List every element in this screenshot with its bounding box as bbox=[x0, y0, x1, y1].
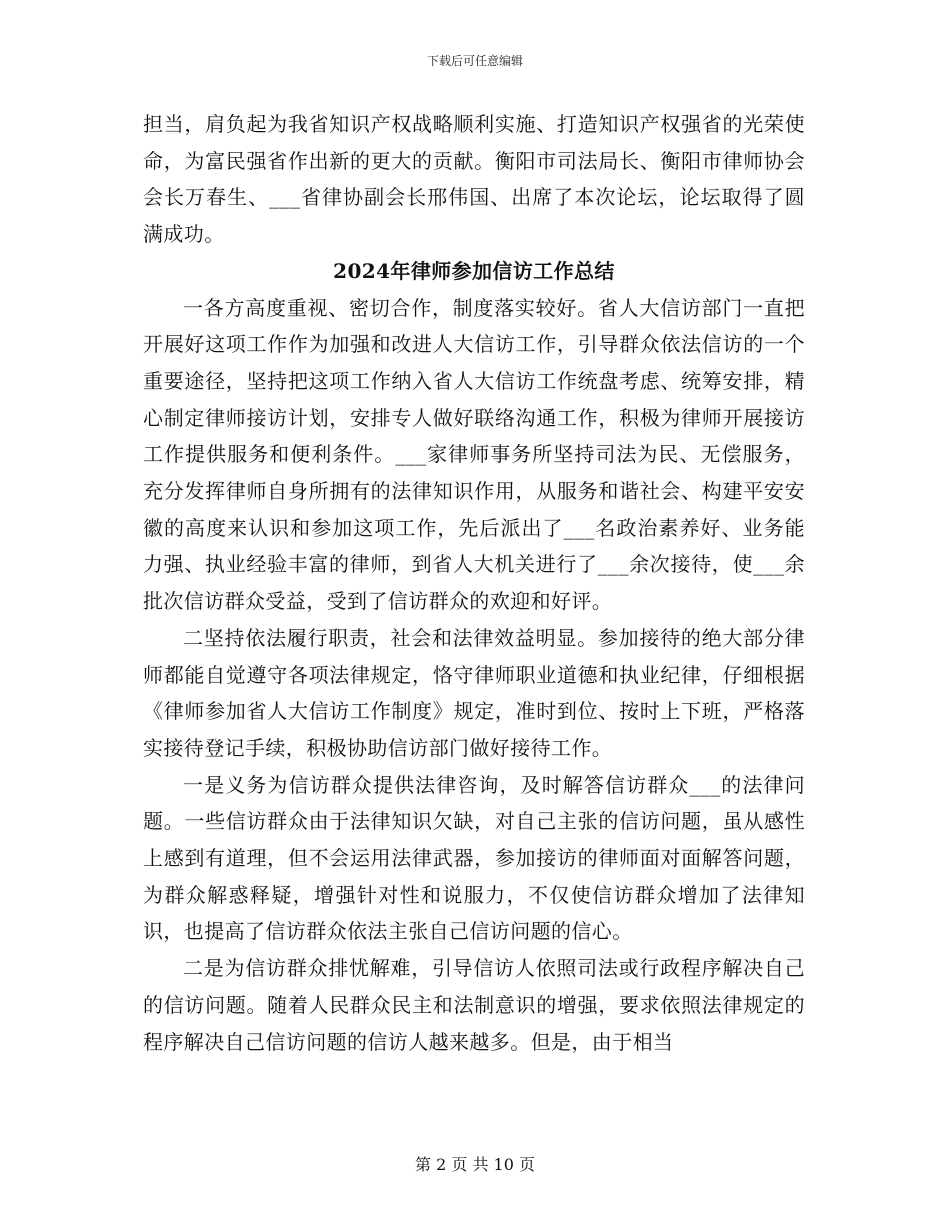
page-footer: 第 2 页 共 10 页 bbox=[415, 1155, 535, 1174]
opening-paragraph: 担当，肩负起为我省知识产权战略顺利实施、打造知识产权强省的光荣使命，为富民强省作出新的更大的贡献。衡阳市司法局长、衡阳市律师协会会长万春生、___省律协副会长邢伟国、出席了本次论坛，论坛取得了圆满成功。 bbox=[143, 112, 805, 247]
body-paragraph: 一各方高度重视、密切合作，制度落实较好。省人大信访部门一直把开展好这项工作作为加强和改进人大信访工作，引导群众依法信访的一个重要途径，坚持把这项工作纳入省人大信访工作统盘考虑、统筹安排，精心制定律师接访计划，安排专人做好联络沟通工作，积极为律师开展接访工作提供服务和便利条件。___家律师事务所坚持司法为民、无偿服务，充分发挥律师自身所拥有的法律知识作用，从服务和谐社会、构建平安安徽的高度来认识和参加这项工作，先后派出了___名政治素养好、业务能力强、执业经验丰富的律师，到省人大机关进行了___余次接待，使___余批次信访群众受益，受到了信访群众的欢迎和好评。 bbox=[143, 295, 805, 614]
page-header: 下载后可任意编辑 bbox=[426, 54, 523, 68]
body-paragraph: 一是义务为信访群众提供法律咨询，及时解答信访群众___的法律问题。一些信访群众由于法律知识欠缺，对自己主张的信访问题，虽从感性上感到有道理，但不会运用法律武器，参加接访的律师面对面解答问题，为群众解惑释疑，增强针对性和说服力，不仅使信访群众增加了法律知识，也提高了信访群众依法主张自己信访问题的信心。 bbox=[143, 772, 805, 944]
document-body bbox=[143, 106, 805, 1060]
document-title: 2024年律师参加信访工作总结 bbox=[333, 258, 615, 283]
body-paragraph: 二是为信访群众排忧解难，引导信访人依照司法或行政程序解决自己的信访问题。随着人民群众民主和法制意识的增强，要求依照法律规定的程序解决自己信访问题的信访人越来越多。但是，由于相当 bbox=[143, 956, 805, 1054]
body-paragraph: 二坚持依法履行职责，社会和法律效益明显。参加接待的绝大部分律师都能自觉遵守各项法律规定，恪守律师职业道德和执业纪律，仔细根据《律师参加省人大信访工作制度》规定，准时到位、按时上下班，严格落实接待登记手续，积极协助信访部门做好接待工作。 bbox=[143, 625, 805, 760]
